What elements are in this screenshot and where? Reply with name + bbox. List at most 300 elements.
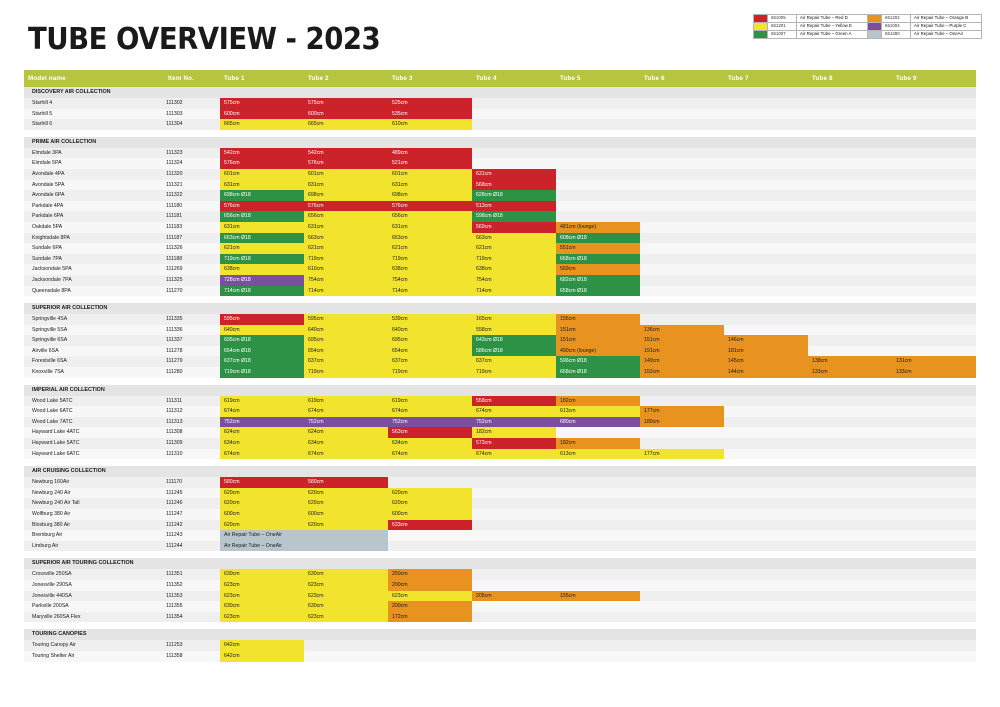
tube-cell-6 — [640, 180, 724, 191]
legend-code: 651005 — [768, 15, 797, 23]
tube-cell-9 — [892, 148, 976, 159]
table-row — [24, 346, 976, 357]
item-no-cell: 111304 — [164, 119, 220, 130]
model-name-cell: Jonesville 440SA — [24, 591, 164, 602]
tube-cell-9 — [892, 211, 976, 222]
tube-cell-8 — [808, 109, 892, 120]
tube-cell-4: 621cm — [472, 243, 556, 254]
tube-cell-2: 631cm — [304, 180, 388, 191]
tube-cell-7 — [724, 169, 808, 180]
tube-cell-7 — [724, 314, 808, 325]
tube-cell-1: 624cm — [220, 427, 304, 438]
tube-cell-5 — [556, 119, 640, 130]
table-row — [24, 201, 976, 212]
tube-cell-4: 165cm — [472, 314, 556, 325]
legend-name: Air Repair Tube – Red D — [797, 15, 868, 23]
tube-cell-5 — [556, 651, 640, 662]
tube-cell-5 — [556, 109, 640, 120]
tube-cell-3: 621cm — [388, 243, 472, 254]
tube-cell-2: 630cm — [304, 601, 388, 612]
tube-cell-3: 674cm — [388, 449, 472, 460]
tube-cell-9 — [892, 158, 976, 169]
item-no-cell: 111244 — [164, 541, 220, 552]
tube-cell-3: 656cm — [388, 211, 472, 222]
item-no-cell: 111242 — [164, 520, 220, 531]
legend-swatch — [754, 15, 768, 23]
tube-cell-6 — [640, 233, 724, 244]
item-no-cell: 111269 — [164, 264, 220, 275]
tube-cell-6 — [640, 651, 724, 662]
legend-row — [754, 15, 982, 23]
tube-cell-9 — [892, 325, 976, 336]
tube-cell-3: 714cm — [388, 286, 472, 297]
tube-cell-9 — [892, 417, 976, 428]
column-header-item-no-: Item No. — [164, 70, 220, 87]
model-name-cell: Sundale 6PA — [24, 243, 164, 254]
section-header-row — [24, 466, 976, 477]
model-name-cell: Springville 4SA — [24, 314, 164, 325]
column-header-tube-5: Tube 5 — [556, 70, 640, 87]
tube-cell-9 — [892, 180, 976, 191]
tube-cell-6 — [640, 396, 724, 407]
tube-cell-7 — [724, 498, 808, 509]
tube-cell-8 — [808, 612, 892, 623]
spacer-cell — [24, 551, 976, 558]
table-row — [24, 477, 976, 488]
tube-cell-4: 558cm — [472, 325, 556, 336]
tube-cell-5: 668cm Ø18 — [556, 367, 640, 378]
tube-cell-4 — [472, 119, 556, 130]
tube-cell-9 — [892, 601, 976, 612]
tube-cell-6 — [640, 601, 724, 612]
model-name-cell: Parkdale 6PA — [24, 211, 164, 222]
model-name-cell: Queensdale 8PA — [24, 286, 164, 297]
item-no-cell: 111313 — [164, 417, 220, 428]
tube-cell-1: 752cm — [220, 417, 304, 428]
table-row — [24, 109, 976, 120]
tube-cell-1: 656cm Ø18 — [220, 211, 304, 222]
tube-cell-3: 576cm — [388, 201, 472, 212]
tube-cell-7 — [724, 148, 808, 159]
tube-cell-2: 754cm — [304, 275, 388, 286]
tube-cell-9 — [892, 530, 976, 541]
section-title: DISCOVERY AIR COLLECTION — [24, 87, 976, 98]
table-row — [24, 591, 976, 602]
table-row — [24, 243, 976, 254]
tube-cell-9 — [892, 233, 976, 244]
tube-cell-8 — [808, 346, 892, 357]
tube-cell-3: 620cm — [388, 498, 472, 509]
tube-cell-2: 595cm — [304, 314, 388, 325]
tube-cell-2: 634cm — [304, 438, 388, 449]
tube-cell-3: 631cm — [388, 180, 472, 191]
model-name-cell: Knightsdale 8PA — [24, 233, 164, 244]
item-no-cell: 111310 — [164, 449, 220, 460]
tube-cell-1: 714cm Ø18 — [220, 286, 304, 297]
tube-cell-4: 628cm Ø18 — [472, 190, 556, 201]
tube-cell-2 — [304, 651, 388, 662]
tube-cell-2: 623cm — [304, 580, 388, 591]
tube-cell-7 — [724, 190, 808, 201]
tube-cell-8 — [808, 190, 892, 201]
tube-cell-4: 754cm — [472, 275, 556, 286]
tube-cell-7 — [724, 158, 808, 169]
tube-cell-6 — [640, 427, 724, 438]
table-row — [24, 417, 976, 428]
legend-code: 651007 — [768, 30, 797, 38]
tube-cell-9 — [892, 222, 976, 233]
tube-cell-7 — [724, 530, 808, 541]
tube-cell-6 — [640, 612, 724, 623]
tube-cell-3 — [388, 477, 472, 488]
section-header-row — [24, 137, 976, 148]
legend-row — [754, 30, 982, 38]
item-no-cell: 111303 — [164, 109, 220, 120]
tube-cell-8 — [808, 417, 892, 428]
tube-cell-6 — [640, 640, 724, 651]
tube-cell-8 — [808, 541, 892, 552]
model-name-cell: Sundale 7PA — [24, 254, 164, 265]
model-name-cell: Newburg 240 Air Tall — [24, 498, 164, 509]
tube-cell-4 — [472, 580, 556, 591]
item-no-cell: 111243 — [164, 530, 220, 541]
tube-cell-6 — [640, 211, 724, 222]
item-no-cell: 111279 — [164, 356, 220, 367]
table-row — [24, 148, 976, 159]
tube-cell-3: 698cm — [388, 190, 472, 201]
tube-cell-1: 580cm — [220, 477, 304, 488]
item-no-cell: 111325 — [164, 275, 220, 286]
tube-cell-3 — [388, 640, 472, 651]
tube-cell-2: 719cm — [304, 254, 388, 265]
tube-cell-4: 513cm — [472, 201, 556, 212]
model-name-cell: Elmdale 3PA — [24, 148, 164, 159]
tube-cell-9 — [892, 98, 976, 109]
tube-cell-5 — [556, 612, 640, 623]
tube-cell-8 — [808, 640, 892, 651]
tube-cell-1: 631cm — [220, 222, 304, 233]
tube-cell-4: 719cm — [472, 367, 556, 378]
column-header-tube-4: Tube 4 — [472, 70, 556, 87]
tube-cell-3: 172cm — [388, 612, 472, 623]
legend-table — [753, 14, 982, 39]
tube-cell-7 — [724, 109, 808, 120]
tube-cell-1: 600cm — [220, 109, 304, 120]
tube-cell-4: 631cm — [472, 169, 556, 180]
tube-cell-6: 191cm — [640, 346, 724, 357]
tube-cell-6: 149cm — [640, 356, 724, 367]
tube-cell-1: 623cm — [220, 580, 304, 591]
tube-cell-1: Air Repair Tube – OneAir — [220, 541, 388, 552]
tube-cell-4: 558cm — [472, 396, 556, 407]
model-name-cell: Wood Lake 5ATC — [24, 396, 164, 407]
tube-cell-7 — [724, 612, 808, 623]
model-name-cell: Airville 6SA — [24, 346, 164, 357]
tube-cell-2: 665cm — [304, 119, 388, 130]
model-name-cell: Jonesville 290SA — [24, 580, 164, 591]
table-row — [24, 498, 976, 509]
tube-cell-5 — [556, 509, 640, 520]
tube-cell-1: 542cm — [220, 148, 304, 159]
legend-swatch — [754, 22, 768, 30]
tube-cell-8 — [808, 211, 892, 222]
item-no-cell: 111170 — [164, 477, 220, 488]
tube-cell-2: 576cm — [304, 158, 388, 169]
section-title: SUPERIOR AIR TOURING COLLECTION — [24, 558, 976, 569]
tube-cell-7 — [724, 580, 808, 591]
table-row — [24, 335, 976, 346]
tube-cell-4 — [472, 509, 556, 520]
item-no-cell: 111308 — [164, 427, 220, 438]
item-no-cell: 111335 — [164, 314, 220, 325]
spacer-cell — [24, 378, 976, 385]
tube-cell-6 — [640, 438, 724, 449]
tube-cell-8 — [808, 427, 892, 438]
table-row — [24, 438, 976, 449]
tube-cell-1: 619cm — [220, 396, 304, 407]
section-header-row — [24, 87, 976, 98]
legend-code: 651202 — [882, 15, 911, 23]
tube-cell-1: 719cm Ø18 — [220, 367, 304, 378]
tube-cell-2: 674cm — [304, 406, 388, 417]
tube-cell-4: 714cm — [472, 286, 556, 297]
tube-cell-9 — [892, 201, 976, 212]
tube-cell-5 — [556, 477, 640, 488]
tube-cell-8 — [808, 530, 892, 541]
section-title: PRIME AIR COLLECTION — [24, 137, 976, 148]
tube-cell-9 — [892, 427, 976, 438]
tube-cell-5: 155cm — [556, 314, 640, 325]
tube-cell-4: 643cm Ø18 — [472, 335, 556, 346]
spacer-row — [24, 551, 976, 558]
tube-cell-8 — [808, 601, 892, 612]
model-name-cell: Maryville 260SA Flex — [24, 612, 164, 623]
tube-cell-7 — [724, 541, 808, 552]
tube-cell-1: 674cm — [220, 449, 304, 460]
tube-cell-8 — [808, 243, 892, 254]
tube-cell-1: 674cm — [220, 406, 304, 417]
tube-cell-5: 668cm Ø18 — [556, 254, 640, 265]
tube-cell-7: 181cm — [724, 346, 808, 357]
tube-cell-8 — [808, 591, 892, 602]
tube-cell-6: 136cm — [640, 325, 724, 336]
table-row — [24, 222, 976, 233]
model-name-cell: Forestville 6SA — [24, 356, 164, 367]
tube-cell-8 — [808, 286, 892, 297]
item-no-cell: 111312 — [164, 406, 220, 417]
tube-cell-1: 695cm Ø18 — [220, 335, 304, 346]
legend-name: Air Repair Tube – Orange B — [911, 15, 982, 23]
tube-cell-3: 754cm — [388, 275, 472, 286]
tube-cell-4: 586cm Ø18 — [472, 346, 556, 357]
tube-cell-1: 620cm — [220, 488, 304, 499]
tube-cell-6 — [640, 201, 724, 212]
tube-cell-8 — [808, 169, 892, 180]
tube-cell-5 — [556, 211, 640, 222]
tube-cell-4: 752cm — [472, 417, 556, 428]
table-row — [24, 367, 976, 378]
tube-cell-9: 133cm — [892, 367, 976, 378]
section-title: IMPERIAL AIR COLLECTION — [24, 385, 976, 396]
table-row — [24, 314, 976, 325]
tube-cell-3: 525cm — [388, 98, 472, 109]
model-name-cell: Starhill 5 — [24, 109, 164, 120]
tube-cell-3 — [388, 651, 472, 662]
tube-cell-9 — [892, 169, 976, 180]
tube-cell-3: 695cm — [388, 335, 472, 346]
item-no-cell: 111247 — [164, 509, 220, 520]
tube-cell-1: 576cm — [220, 201, 304, 212]
section-title: SUPERIOR AIR COLLECTION — [24, 303, 976, 314]
tube-cell-8: 138cm — [808, 356, 892, 367]
tube-cell-5 — [556, 601, 640, 612]
tube-cell-1: 630cm — [220, 569, 304, 580]
table-row — [24, 180, 976, 191]
tube-cell-8 — [808, 335, 892, 346]
tube-cell-9 — [892, 396, 976, 407]
tube-cell-4: 638cm — [472, 264, 556, 275]
tube-cell-1: 638cm — [220, 264, 304, 275]
tube-cell-6 — [640, 169, 724, 180]
tube-cell-7 — [724, 520, 808, 531]
item-no-cell: 111183 — [164, 222, 220, 233]
tube-cell-5 — [556, 640, 640, 651]
model-name-cell: Starhill 4 — [24, 98, 164, 109]
tube-cell-4: 598cm Ø18 — [472, 211, 556, 222]
tube-cell-7 — [724, 243, 808, 254]
tube-cell-1: 600cm — [220, 509, 304, 520]
tube-cell-5: 551cm — [556, 243, 640, 254]
tube-cell-4: 674cm — [472, 449, 556, 460]
tube-cell-2 — [304, 640, 388, 651]
table-row — [24, 509, 976, 520]
tube-cell-3: 535cm — [388, 109, 472, 120]
item-no-cell: 111322 — [164, 190, 220, 201]
model-name-cell: Starhill 6 — [24, 119, 164, 130]
model-name-cell: Springville 5SA — [24, 325, 164, 336]
tube-cell-5: 658cm Ø18 — [556, 286, 640, 297]
model-name-cell: Hayward Lake 5ATC — [24, 438, 164, 449]
tube-cell-7 — [724, 438, 808, 449]
tube-cell-5: 569cm — [556, 264, 640, 275]
tube-cell-1: 665cm — [220, 119, 304, 130]
tube-cell-7 — [724, 417, 808, 428]
model-name-cell: Wood Lake 6ATC — [24, 406, 164, 417]
tube-cell-6 — [640, 254, 724, 265]
item-no-cell: 111253 — [164, 640, 220, 651]
tube-cell-5: 182cm — [556, 396, 640, 407]
table-row — [24, 530, 976, 541]
tube-cell-1: 698cm Ø18 — [220, 190, 304, 201]
table-row — [24, 427, 976, 438]
table-row — [24, 158, 976, 169]
tube-cell-1: 654cm Ø18 — [220, 346, 304, 357]
tube-cell-5 — [556, 158, 640, 169]
table-row — [24, 601, 976, 612]
tube-cell-1: 575cm — [220, 98, 304, 109]
tube-cell-6 — [640, 119, 724, 130]
item-no-cell: 111309 — [164, 438, 220, 449]
tube-cell-4 — [472, 612, 556, 623]
legend-swatch — [868, 30, 882, 38]
item-no-cell: 111336 — [164, 325, 220, 336]
tube-cell-5 — [556, 180, 640, 191]
tube-cell-3: 719cm — [388, 367, 472, 378]
tube-cell-1: 663cm Ø18 — [220, 233, 304, 244]
model-name-cell: Parkdale 4PA — [24, 201, 164, 212]
tube-cell-4: 205cm — [472, 591, 556, 602]
tube-cell-5 — [556, 520, 640, 531]
tube-cell-6 — [640, 530, 724, 541]
tube-cell-9 — [892, 438, 976, 449]
legend-body — [754, 15, 982, 39]
tube-cell-7 — [724, 180, 808, 191]
tube-cell-6 — [640, 580, 724, 591]
tube-cell-4 — [472, 498, 556, 509]
tube-cell-8 — [808, 325, 892, 336]
tube-cell-6 — [640, 488, 724, 499]
tube-cell-2: 623cm — [304, 591, 388, 602]
tube-cell-8 — [808, 449, 892, 460]
tube-cell-8 — [808, 438, 892, 449]
tube-cell-5: 608cm Ø18 — [556, 233, 640, 244]
tube-cell-1: 728cm Ø18 — [220, 275, 304, 286]
table-row — [24, 449, 976, 460]
tube-cell-9 — [892, 509, 976, 520]
tube-cell-9 — [892, 580, 976, 591]
item-no-cell: 111355 — [164, 601, 220, 612]
table-row — [24, 356, 976, 367]
tube-cell-6 — [640, 275, 724, 286]
table-row — [24, 190, 976, 201]
tube-cell-9 — [892, 569, 976, 580]
tube-cell-5 — [556, 569, 640, 580]
tube-cell-2: 600cm — [304, 509, 388, 520]
item-no-cell: 111353 — [164, 591, 220, 602]
header-row — [24, 70, 976, 87]
column-header-tube-1: Tube 1 — [220, 70, 304, 87]
table-row — [24, 541, 976, 552]
table-row — [24, 254, 976, 265]
tube-cell-9 — [892, 243, 976, 254]
tube-cell-1: 595cm — [220, 314, 304, 325]
tube-cell-5 — [556, 148, 640, 159]
tube-cell-8 — [808, 509, 892, 520]
tube-cell-8 — [808, 222, 892, 233]
tube-cell-4: 568cm — [472, 180, 556, 191]
item-no-cell: 111351 — [164, 569, 220, 580]
tube-cell-9 — [892, 254, 976, 265]
tube-cell-2: 610cm — [304, 264, 388, 275]
tube-cell-6: 177cm — [640, 449, 724, 460]
tube-cell-6 — [640, 158, 724, 169]
item-no-cell: 111280 — [164, 367, 220, 378]
tube-cell-5: 682cm Ø18 — [556, 275, 640, 286]
tube-cell-4 — [472, 530, 556, 541]
table-head — [24, 70, 976, 87]
tube-cell-1: 620cm — [220, 498, 304, 509]
tube-cell-7 — [724, 396, 808, 407]
model-name-cell: Jacksondale 7PA — [24, 275, 164, 286]
model-name-cell: Avondale 4PA — [24, 169, 164, 180]
spacer-cell — [24, 622, 976, 629]
item-no-cell: 111320 — [164, 169, 220, 180]
tube-cell-9 — [892, 335, 976, 346]
table-row — [24, 488, 976, 499]
tube-cell-1: 634cm — [220, 438, 304, 449]
tube-cell-9 — [892, 612, 976, 623]
item-no-cell: 111181 — [164, 211, 220, 222]
